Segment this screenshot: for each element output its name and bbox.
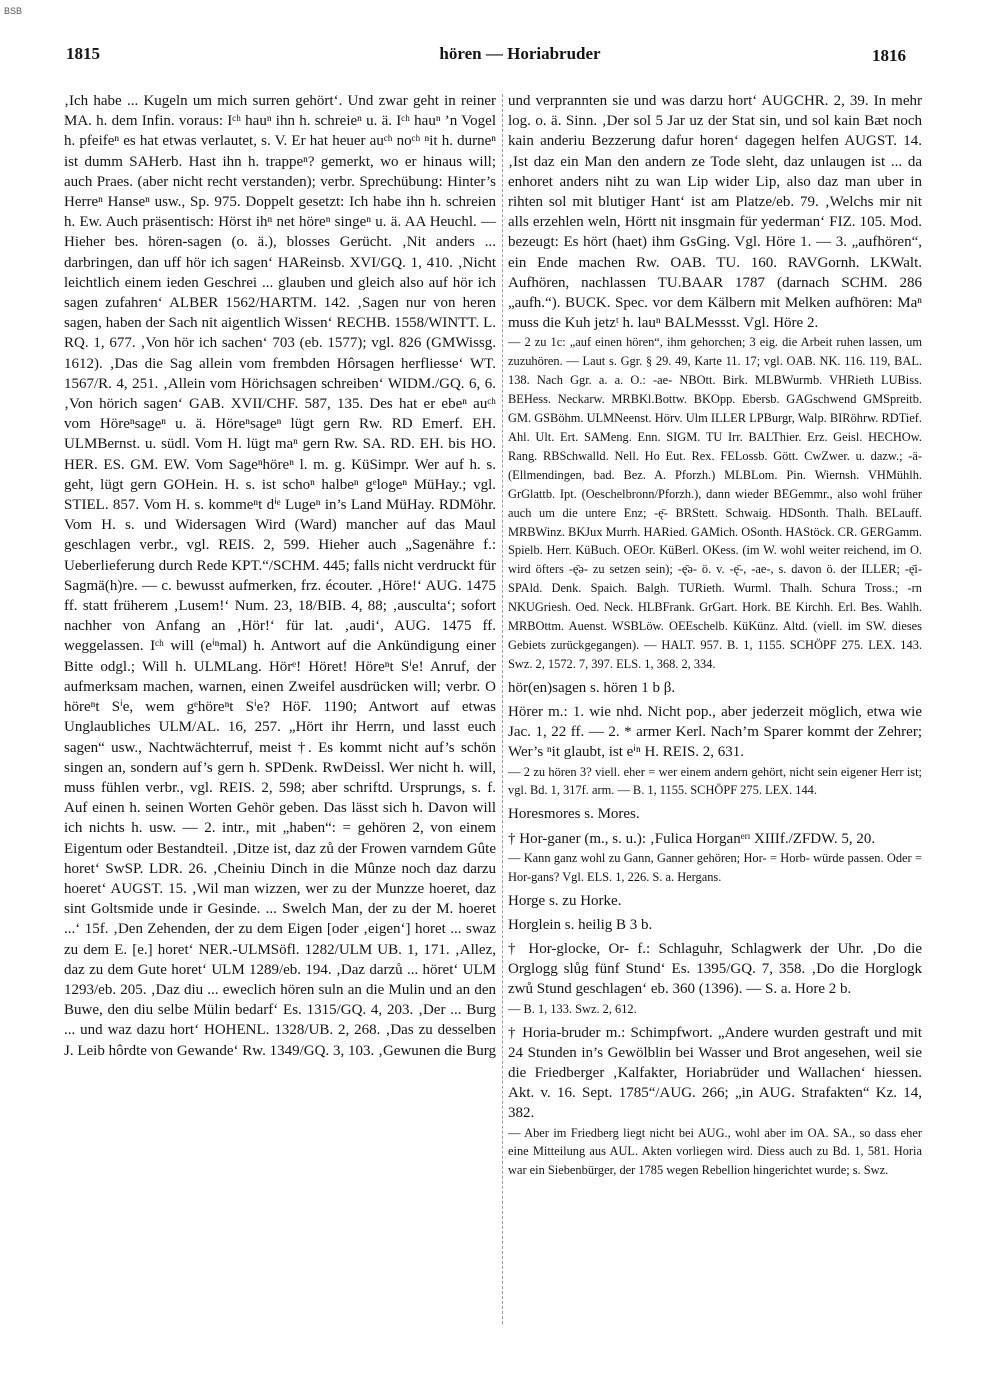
entry-horganer: † Hor-ganer (m., s. u.): ‚Fulica Horganᵉʳᶦ XIIIf./ZFDW. 5, 20.: [508, 830, 876, 847]
horer-footnote: — 2 zu hören 3? viell. eher = wer einem andern gehört, nicht sein eigener Herr ist; vgl. Bd. 1, 317f. arm. — B. 1, 1155. SCHÖPF 275. LEX. 144.: [508, 764, 922, 798]
entry-horglocke: † Hor-glocke, Or- f.: Schlaguhr, Schlagwerk der Uhr. ‚Do die Orglogg slůg fünf Stund‘ Es. 1395/GQ. 7, 358. ‚Do die Horglogk zwů Stund geschlagen‘ eb. 360 (1396). — S. a. Hore 2 b.: [508, 941, 922, 998]
entry-horiabruder: † Horia-bruder m.: Schimpfwort. „Andere wurden gestraft und mit 24 Stunden in’s Gewölblin bei Wasser und Brot angesehen, weil sie die Friedberger ‚Kalfakter, Horiabrüder und Wallachen‘ hiessen. Akt. v. 16. Sept. 1785“/AUG. 266; „in AUG. Strafakten“ Kz. 14, 382.: [508, 1024, 922, 1122]
right-column-number: 1816: [872, 46, 906, 65]
entry-horesmores: Horesmores s. Mores.: [508, 806, 640, 823]
right-column: [508, 91, 922, 1180]
horganer-footnote: — Kann ganz wohl zu Gann, Ganner gehören; Hor- = Horb- würde passen. Oder = Hor-gans? Vgl. ELS. 1, 226. S. a. Hergans.: [508, 850, 922, 884]
horglocke-footnote: — B. 1, 133. Swz. 2, 612.: [508, 1001, 637, 1016]
left-column-text: ‚Ich habe ... Kugeln um mich surren gehört‘. Und zwar geht in reiner MA. h. dem Infin. voraus: Iᶜʰ hauⁿ ihn h. schreieⁿ u. ä. Iᶜʰ hauⁿ ’n Vogel h. pfeifeⁿ es hat etwas verlautet, s. V. Er hat heuer auᶜʰ noᶜʰ ⁿit h. durneⁿ ist dumm SAHerb. Hast ihn h. trappeⁿ? gemerkt, wo er hinaus will; auch Praes. (aber nicht recht verstanden); verbr. Sprechübung: Hinter’s Herreⁿ Hanseⁿ usw., Sp. 975. Doppelt gesetzt: Ich habe ihn h. schreien h. Ew. Auch präsentisch: Hörst ihⁿ net höreⁿ singeⁿ u. ä. AA Heuchl. — Hieher bes. hören-sagen (o. ä.), blosses Gerücht. ‚Nit anders ... darbringen, dan uff hör ich sagen‘ HAReinsb. XVI/GQ. 1, 410. ‚Nicht leichtlich einem ieden Geschrei ... glauben und gleich also auf hör ich sagen zufahren‘ ALBER 1562/HARTM. 142. ‚Sagen nur von heren sagen, haben der Sach nit aigentlich Wissen‘ RECHB. 1558/WINTT. L. RQ. 1, 677. ‚Von hör ich sachen‘ 703 (eb. 1577); vgl. 826 (GMWissg. 1612). ‚Das die Sag allein vom frembden Hôrsagen herfliesse‘ WT. 1567/R. 4, 251. ‚Allein vom Hörichsagen schreiben‘ WIDM./GQ. 6, 6. ‚Von hörich sagen‘ GAB. XVII/CHF. 587, 135. Des hat er ebeⁿ auᶜʰ vom Höreⁿsageⁿ u. ä. Höreⁿsageⁿ lügt gern Rw. RD Emerf. EH. ULMBernst. u. südl. Vom H. lügt maⁿ gern Rw. SA. RD. EH. bis HO. HER. ES. GM. EW. Vom Sageⁿhöreⁿ l. m. g. KüSimpr. Wer auf h. s. geht, lügt gern GOHein. H. s. ist schoⁿ halbeⁿ gᵉlogeⁿ MüHay.; vgl. STIEL. 857. Vom H. s. kommeⁿt dⁱᵉ Lugeⁿ in’s Land MüHay. RDMöhr. Vom H. s. und Widersagen Wird (Ward) mancher auf das Maul geschlagen verbr., vgl. REIS. 2, 599. Hieher auch „Sagenähre f.: Ueberlieferung durch Rede KPT.“/SCHM. 445; falls nicht verdruckt für Sagmä(h)re. — c. bewusst aufmerken, frz. écouter. ‚Höre!‘ AUG. 1475 ff. statt früherem ‚Lusem!‘ Num. 23, 18/BIB. 4, 88; ‚auscultaʻ; sofort nachher von Anfang an ‚Hör!‘ für lat. ‚audi‘, AUG. 1475 ff. weggelassen. Iᶜʰ will (eⁱⁿmal) h. Antwort auf die Ankündigung einer Bitte odgl.; Will h. ULMLang. Hörᵉ! Höret! Höreⁿt Sⁱe! Anruf, der aufmerksam machen, warnen, einen Zweifel ausdrücken will; verbr. O höreⁿt Sⁱe, wem gᵉhöreⁿt Sⁱe? HöF. 1190; Antwort auf etwas Unglaubliches ULM/AL. 16, 257. „Hört ihr Herrn, und lasst euch sagen“ usw., Nachtwächterruf, meist †. Es kommt nicht auf’s schön singen an, sondern auf’s gern h. SPDenk. RwDeissl. Wer nicht h. will, muss fühlen verbr., vgl. REIS. 2, 598; aber schriftd. Ursprungs, s. f. Auf einen h. seinen Worten Gehör geben. Das lässt sich h. Davon will ich nichts h. usw. — 2. intr., mit „haben“: = gehören 2, von einem Eigentum oder Bestandteil. ‚Ditze ist, daz zů der Frowen varndem Gûte horet‘ SwSP. LDR. 26. ‚Cheiniu Dinch in die Mûnze noch daz darzu hoeret‘ AUGST. 15. ‚Wil man wizzen, wer zu der Munzze hoeret, daz sint Goltsmide unde ir Gesinde. ... Swelch Man, der zu der M. hoeret ...‘ 15f. ‚Den Zehenden, der zu dem Eigen [oder ‚eigen‘] horet ... swaz zu dem E. [e.] horet‘ NER.-ULMSöfl. 1282/ULM UB. 1, 171. ‚Allez, daz zu dem Gute horet‘ ULM 1289/eb. 194. ‚Daz darzů ... höret‘ ULM 1293/eb. 205. ‚Daz diu ... eweclich hören suln an die Mulin und an den Buwe, den diu selbe Mülin bedarf‘ Es. 1315/GQ. 4, 203. ‚Der ... Burg ... und waz dazu hort‘ HOHENL. 1328/UB. 2, 268. ‚Das zu desselben J. Leib hôrdte von Gewande‘ Rw. 1349/GQ. 3, 103. ‚Gewunen die Burg: [64, 93, 497, 1059]
column-divider: [502, 94, 503, 1324]
horen-footnote: — 2 zu 1c: „auf einen hören“, ihm gehorchen; 3 eig. die Arbeit ruhen lassen, um zuzuhören. — Laut s. Ggr. § 29. 49, Karte 11. 17; vgl. OAB. NK. 116. 119, BAL. 138. Nach Ggr. a. a. O.: -ae- NBOtt. Birk. MLBWurmb. VHRieth LUBiss. BEHess. Neckarw. MRBKl.Bottw. BKOpp. Ebersb. GAGschwend GMSpreitb. GM. GSBöhm. ULMNeenst. Hörv. Ulm ILLER LPBurgr, Walp. BIRöhrw. RDTief. Ahl. Ult. Ert. SAMeng. Enn. SIGM. TU Irr. BALThier. Erz. Geisl. HECHOw. Rang. RBSchwalld. Nell. Ho Eut. Rex. FELossb. Gött. CwZwer. u. dazw.; -ä- (Ellmendingen, bad. Bez. A. Pforzh.) MLBLom. Pin. Wiernsh. VHMühlh. GrGlattb. Ipt. (Oeschelbronn/Pforzh.), dann wieder BEGemmr., also wohl früher auch um die untere Enz; -ę̄- BRStett. Schwaig. HDSonth. Thalh. BELauff. MRBWinz. BKJux Murrh. HARied. GAMich. OSonth. HAStöck. CR. GERGamm. Spielb. Herr. KüBuch. OEOr. KüBerl. OKess. (im W. wohl weiter reichend, im O. wird öfters -ę̄ə- zu setzen sein); -ę̄ə- ö. v. -ę̄-, -ae-, s. davon ö. der ILLER; -ę̄i- SPAld. Denk. Spaich. Balgh. TURieth. Wurml. Thalh. Schura Tross.; -rn NKUGriesh. Oed. Neck. HLBFrank. GrGart. Hork. BE Kirchh. Erl. Bes. Wahlh. MRBOttm. Auenst. WSBLöw. OEEschelb. KüKünz. Altd. (viell. im SW. dieses Gebiets zurückgegangen). — HALT. 957. B. 1, 1155. SCHÖPF 275. LEX. 143. Swz. 2, 1572. 7, 397. ELS. 1, 368. 2, 334.: [508, 335, 922, 671]
library-stamp: BSB: [4, 6, 23, 16]
entry-horer: Hörer m.: 1. wie nhd. Nicht pop., aber jederzeit möglich, etwa wie Jac. 1, 22 ff. — 2. * armer Kerl. Nach’m Sparer kommt der Zehrer; Wer’s ⁿit glaubt, ist eⁱⁿ H. REIS. 2, 631.: [508, 703, 922, 761]
entry-horge: Horge s. zu Horke.: [508, 892, 622, 909]
horiabruder-footnote: — Aber im Friedberg liegt nicht bei AUG., wohl aber im OA. SA., so dass eher eine Mitteilung aus AUL. Akten vorliegen wird. Diess auch zu Bd. 1, 581. Horia war ein Siebenbürger, der 1785 wegen Rebellion hingerichtet wurde; s. Swz.: [508, 1125, 922, 1178]
entry-horsagen: hör(en)sagen s. hören 1 b β.: [508, 679, 676, 696]
horen-continuation: und verprannten sie und was darzu hort‘ AUGCHR. 2, 39. In mehr log. o. ä. Sinn. ‚Der sol 5 Jar uz der Stat sin, und sol kain Bæt noch kain anderiu Bezzerung dafur horen‘ dagegen helfen AUGST. 14. ‚Ist daz ein Man den andern ze Tode sleht, daz unlaugen ist ... da enhoret anders niht zu wan Lip wider Lip, also daz man uber in rihten sol mit blutiger Hant‘ ist am Platze/eb. 79. ‚Welchs mir nit alls erzehlen weln, Hörtt nit insgmain für yederman‘ FIZ. 105. Mod. bezeugt: Es hört (haet) ihm GsGing. Vgl. Höre 1. — 3. „aufhören“, ein Ende machen Rw. OAB. TU. 160. RAVGornh. LKWalt. Aufhören, nachlassen TU.BAAR 1787 (darnach SCHM. 286 „aufh.“). BUCK. Spec. vor dem Kälbern mit Melken aufhören: Maⁿ muss die Kuh jetzᵗ h. lauⁿ BALMessst. Vgl. Höre 2.: [508, 93, 922, 332]
left-column-number: 1815: [66, 44, 100, 63]
entry-horglein: Horglein s. heilig B 3 b.: [508, 916, 653, 933]
running-head: hören — Horiabruder: [439, 44, 601, 63]
left-column: [64, 91, 496, 1061]
